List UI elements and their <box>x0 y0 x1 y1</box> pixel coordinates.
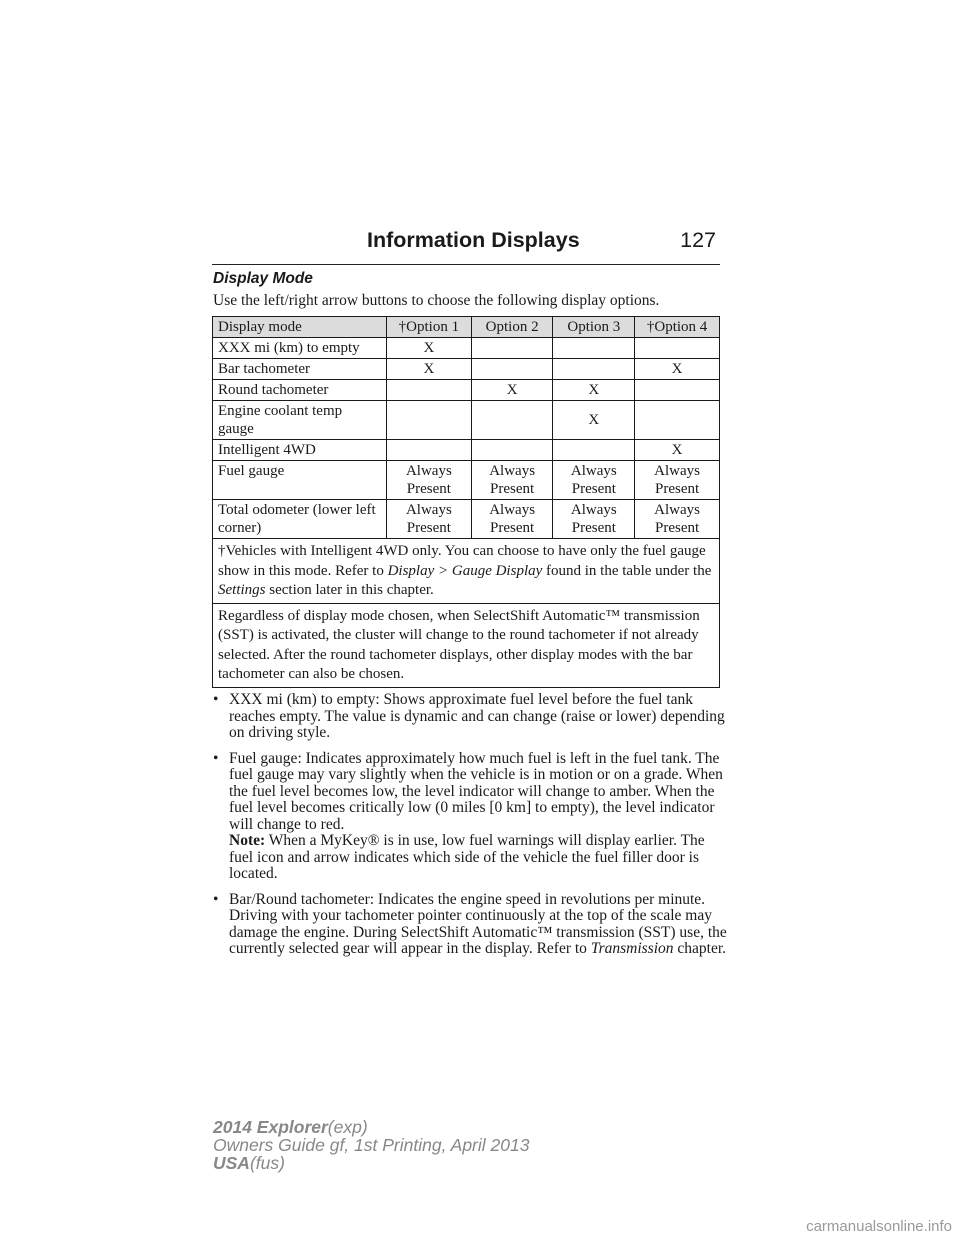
column-header: Option 3 <box>553 317 635 338</box>
chapter-title: Information Displays <box>367 228 580 252</box>
table-cell <box>635 401 720 440</box>
column-header: Option 2 <box>471 317 553 338</box>
column-header: †Option 1 <box>387 317 472 338</box>
table-row <box>213 401 720 440</box>
table-note: Regardless of display mode chosen, when SelectShift Automatic™ transmission (SST) is activated, the cluster will change to the round tachometer if not already selected. After the round tachometer displays, other display modes with the bar tachometer can also be chosen. <box>213 603 720 687</box>
bullet-icon: • <box>213 691 219 708</box>
table-cell <box>553 359 635 380</box>
table-cell: X <box>387 338 472 359</box>
footnote-text: found in the table under the <box>542 562 712 579</box>
bullet-icon: • <box>213 890 219 908</box>
footnote-text: †Vehicles with Intelligent 4WD only. You can choose to have only the fuel gauge show in this mode. Refer to <box>218 543 706 579</box>
table-cell <box>635 338 720 359</box>
column-header: Display mode <box>213 317 387 338</box>
table-cell: X <box>553 401 635 440</box>
row-label: XXX mi (km) to empty <box>213 338 387 359</box>
table-cell: Always Present <box>553 461 635 500</box>
table-row <box>213 461 720 500</box>
footer-model: 2014 Explorer <box>213 1117 328 1137</box>
gauge-display-reference: Display > Gauge Display <box>387 562 543 579</box>
table-cell: X <box>553 380 635 401</box>
table-cell: Always Present <box>387 500 472 539</box>
bullet-icon: • <box>213 749 219 767</box>
table-cell <box>471 338 553 359</box>
list-item <box>212 751 727 883</box>
table-cell: X <box>471 380 553 401</box>
footer-model-code: (exp) <box>327 1117 368 1137</box>
bullet-text: XXX mi (km) to empty: Shows approximate fuel level before the fuel tank reaches empty. The value is dynamic and can change (raise or lower) depending on driving style. <box>229 691 725 741</box>
list-item <box>212 692 727 742</box>
page-number: 127 <box>680 228 716 252</box>
table-row <box>213 500 720 539</box>
row-label: Round tachometer <box>213 380 387 401</box>
table-cell <box>553 440 635 461</box>
note-text: When a MyKey® is in use, low fuel warnings will display earlier. The fuel icon and arrow indicates which side of the vehicle the fuel filler door is located. <box>229 832 705 882</box>
display-mode-table <box>212 316 720 688</box>
table-row <box>213 338 720 359</box>
document-footer <box>213 1118 529 1172</box>
table-row <box>213 440 720 461</box>
table-cell <box>635 380 720 401</box>
section-title: Display Mode <box>213 270 313 287</box>
bullet-text: Bar/Round tachometer: Indicates the engine speed in revolutions per minute. Driving with your tachometer pointer continuously at the top of the scale may damage the engine. During SelectShift Automatic™ transmission (SST) use, the currently selected gear will appear in the display. Refer to <box>229 890 727 957</box>
table-cell: Always Present <box>635 461 720 500</box>
bullet-text: chapter. <box>673 940 727 957</box>
bullet-list <box>212 692 727 967</box>
row-label: Engine coolant temp gauge <box>213 401 387 440</box>
table-cell <box>471 440 553 461</box>
table-cell: Always Present <box>471 461 553 500</box>
table-note-row <box>213 603 720 687</box>
table-cell <box>553 338 635 359</box>
list-item <box>212 892 727 958</box>
table-cell <box>471 401 553 440</box>
page-header <box>212 228 720 265</box>
table-row <box>213 380 720 401</box>
note-label: Note: <box>229 832 266 849</box>
table-cell: X <box>635 440 720 461</box>
footer-line <box>213 1118 529 1136</box>
table-cell: X <box>635 359 720 380</box>
transmission-reference: Transmission <box>590 940 674 957</box>
table-footnote <box>213 539 720 604</box>
settings-reference: Settings <box>218 582 266 598</box>
row-label: Bar tachometer <box>213 359 387 380</box>
table-cell: Always Present <box>471 500 553 539</box>
footer-line: Owners Guide gf, 1st Printing, April 2013 <box>213 1135 530 1155</box>
table-cell: Always Present <box>553 500 635 539</box>
intro-text: Use the left/right arrow buttons to choose the following display options. <box>213 292 660 309</box>
table-cell: Always Present <box>635 500 720 539</box>
footer-market: USA <box>213 1153 250 1173</box>
row-label: Intelligent 4WD <box>213 440 387 461</box>
table-cell <box>387 380 472 401</box>
table-header-row <box>213 317 720 338</box>
table-cell: X <box>387 359 472 380</box>
row-label: Total odometer (lower left corner) <box>213 500 387 539</box>
row-label: Fuel gauge <box>213 461 387 500</box>
table-footnote-row <box>213 539 720 604</box>
table-cell: Always Present <box>387 461 472 500</box>
footnote-text: section later in this chapter. <box>265 582 434 598</box>
table-cell <box>471 359 553 380</box>
column-header: †Option 4 <box>635 317 720 338</box>
footer-line <box>213 1154 529 1172</box>
table-cell <box>387 440 472 461</box>
watermark: carmanualsonline.info <box>806 1218 952 1235</box>
footer-market-code: (fus) <box>249 1153 285 1173</box>
table-cell <box>387 401 472 440</box>
bullet-text: Fuel gauge: Indicates approximately how much fuel is left in the fuel tank. The fuel gauge may vary slightly when the vehicle is in motion or on a grade. When the fuel level becomes low, the level indicator will change to amber. When the fuel level becomes critically low (0 miles [0 km] to empty), the level indicator will change to red. <box>229 749 723 833</box>
table-row <box>213 359 720 380</box>
